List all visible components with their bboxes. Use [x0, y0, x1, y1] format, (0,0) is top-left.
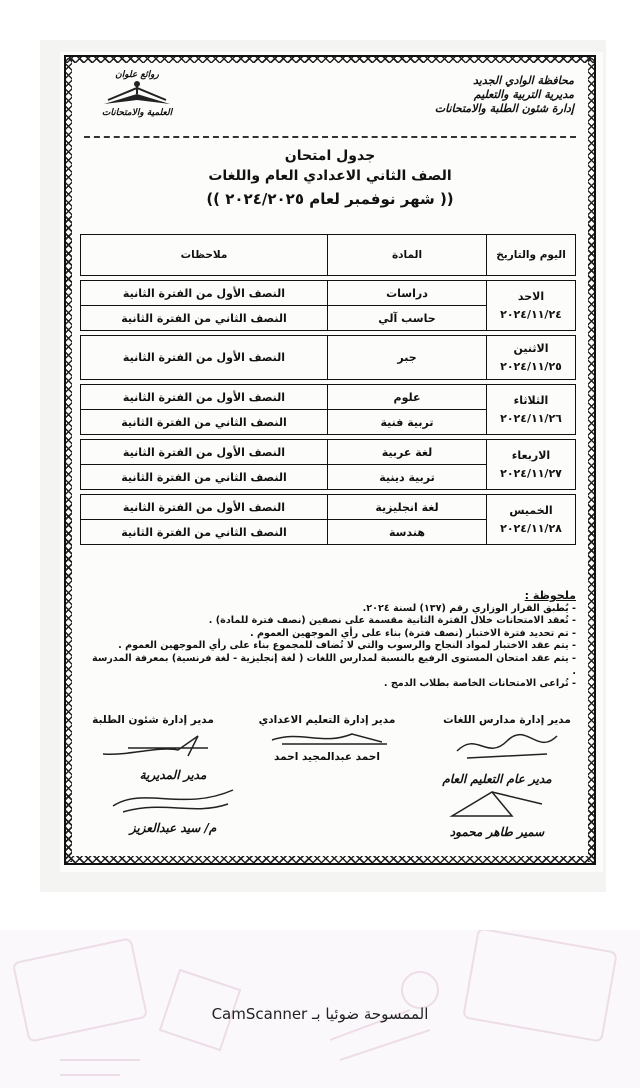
day-date: ٢٠٢٤/١١/٢٦ — [500, 411, 562, 425]
handwritten-signature — [447, 726, 567, 766]
header-line: محافظة الوادي الجديد — [473, 74, 574, 87]
signature-title: مدير عام التعليم العام — [442, 772, 552, 786]
note-cell: النصف الأول من الفترة الثانية — [81, 336, 328, 380]
header-issuer — [435, 74, 574, 116]
table-row — [81, 495, 576, 520]
camscanner-caption: الممسوحة ضوئيا بـ CamScanner — [211, 1005, 429, 1023]
signature-title: مدير إدارة شئون الطلبة — [92, 714, 214, 726]
signature-lang-schools — [432, 714, 582, 769]
exam-schedule-table — [80, 234, 576, 545]
note-cell: النصف الثاني من الفترة الثانية — [81, 410, 328, 435]
header-line: مديرية التربية والتعليم — [473, 88, 574, 101]
doc-period: (( شهر نوفمبر لعام ٢٠٢٤/٢٠٢٥ )) — [206, 190, 454, 208]
day-date: ٢٠٢٤/١١/٢٨ — [500, 521, 562, 535]
header-divider — [84, 136, 576, 138]
subject-cell: هندسة — [328, 520, 487, 545]
table-row — [81, 336, 576, 380]
subject-cell: علوم — [328, 385, 487, 410]
note-cell: النصف الأول من الفترة الثانية — [81, 440, 328, 465]
signature-students-affairs — [78, 714, 228, 769]
note-item: - يُطبق القرار الوزاري رقم (١٣٧) لسنة ٢٠٢٤. — [362, 602, 576, 614]
signature-name: احمد عبدالمجيد احمد — [274, 751, 380, 763]
logo-bottom-text: العلمية والامتحانات — [101, 108, 173, 118]
day-cell — [487, 385, 576, 435]
handwritten-signature — [103, 782, 243, 818]
handwritten-signature — [262, 726, 392, 748]
day-name: الثلاثاء — [513, 393, 549, 407]
day-cell — [487, 336, 576, 380]
subject-cell: لغة انجليزية — [328, 495, 487, 520]
note-cell: النصف الثاني من الفترة الثانية — [81, 306, 328, 331]
signature-directorate — [98, 768, 248, 835]
signature-title: مدير المديرية — [139, 768, 207, 782]
header-day: اليوم والتاريخ — [487, 235, 576, 276]
note-cell: النصف الأول من الفترة الثانية — [81, 281, 328, 306]
header-notes: ملاحظات — [81, 235, 328, 276]
day-name: الخميس — [509, 503, 553, 517]
note-cell: النصف الأول من الفترة الثانية — [81, 495, 328, 520]
book-icon — [102, 80, 172, 108]
table-row — [81, 440, 576, 465]
day-cell — [487, 440, 576, 490]
subject-cell: جبر — [328, 336, 487, 380]
note-item: - تُعقد الامتحانات خلال الفترة الثانية مقسمة على نصفين (نصف فترة للمادة) . — [208, 615, 576, 627]
subject-cell: دراسات — [328, 281, 487, 306]
signature-title: مدير إدارة مدارس اللغات — [443, 714, 571, 726]
day-name: الاحد — [517, 289, 545, 303]
handwritten-signature — [88, 726, 218, 766]
notes-heading: ملحوظة : — [524, 589, 576, 602]
notes-section — [86, 590, 576, 691]
note-item: - يتم عقد الاختبار لمواد النجاح والرسوب والتي لا تُضاف للمجموع بناء على رأي الموجهين العموم . — [118, 640, 576, 652]
doc-title: جدول امتحان — [284, 148, 376, 164]
subject-cell: تربية دينية — [328, 465, 487, 490]
day-name: الاربعاء — [511, 448, 551, 462]
day-date: ٢٠٢٤/١١/٢٧ — [500, 466, 562, 480]
day-name: الاثنين — [513, 341, 549, 355]
table-header-row — [81, 235, 576, 276]
logo — [82, 70, 192, 130]
day-cell — [487, 281, 576, 331]
document-content — [78, 66, 582, 856]
note-item: - تم تحديد فترة الاختبار (نصف فترة) بناء على رأي الموجهين العموم . — [250, 627, 576, 639]
note-cell: النصف الأول من الفترة الثانية — [81, 385, 328, 410]
signature-name: م/ سيد عبدالعزيز — [129, 821, 217, 835]
note-cell: النصف الثاني من الفترة الثانية — [81, 520, 328, 545]
header-subject: المادة — [328, 235, 487, 276]
signature-title: مدير إدارة التعليم الاعدادي — [258, 714, 396, 726]
note-item: - تُراعى الامتحانات الخاصة بطلاب الدمج . — [383, 678, 576, 690]
subject-cell: حاسب آلي — [328, 306, 487, 331]
signature-prep-edu — [242, 714, 412, 763]
day-cell — [487, 495, 576, 545]
note-item: - يتم عقد امتحان المستوى الرفيع بالنسبة لمدارس اللغات ( لغة إنجليزية - لغة فرنسية) بمعرفة المدرسة . — [92, 652, 576, 677]
subject-cell: تربية فنية — [328, 410, 487, 435]
note-cell: النصف الثاني من الفترة الثانية — [81, 465, 328, 490]
day-date: ٢٠٢٤/١١/٢٤ — [500, 307, 562, 321]
logo-top-text: روائع علوان — [115, 70, 159, 80]
handwritten-signature — [432, 786, 562, 822]
doc-subtitle: الصف الثاني الاعدادي العام واللغات — [208, 168, 452, 184]
header-line: إدارة شئون الطلبة والامتحانات — [434, 102, 574, 115]
subject-cell: لغة عربية — [328, 440, 487, 465]
signature-name: سمير طاهر محمود — [449, 825, 545, 839]
day-date: ٢٠٢٤/١١/٢٥ — [500, 359, 562, 373]
signature-general-director — [412, 772, 582, 839]
table-row — [81, 281, 576, 306]
table-row — [81, 385, 576, 410]
